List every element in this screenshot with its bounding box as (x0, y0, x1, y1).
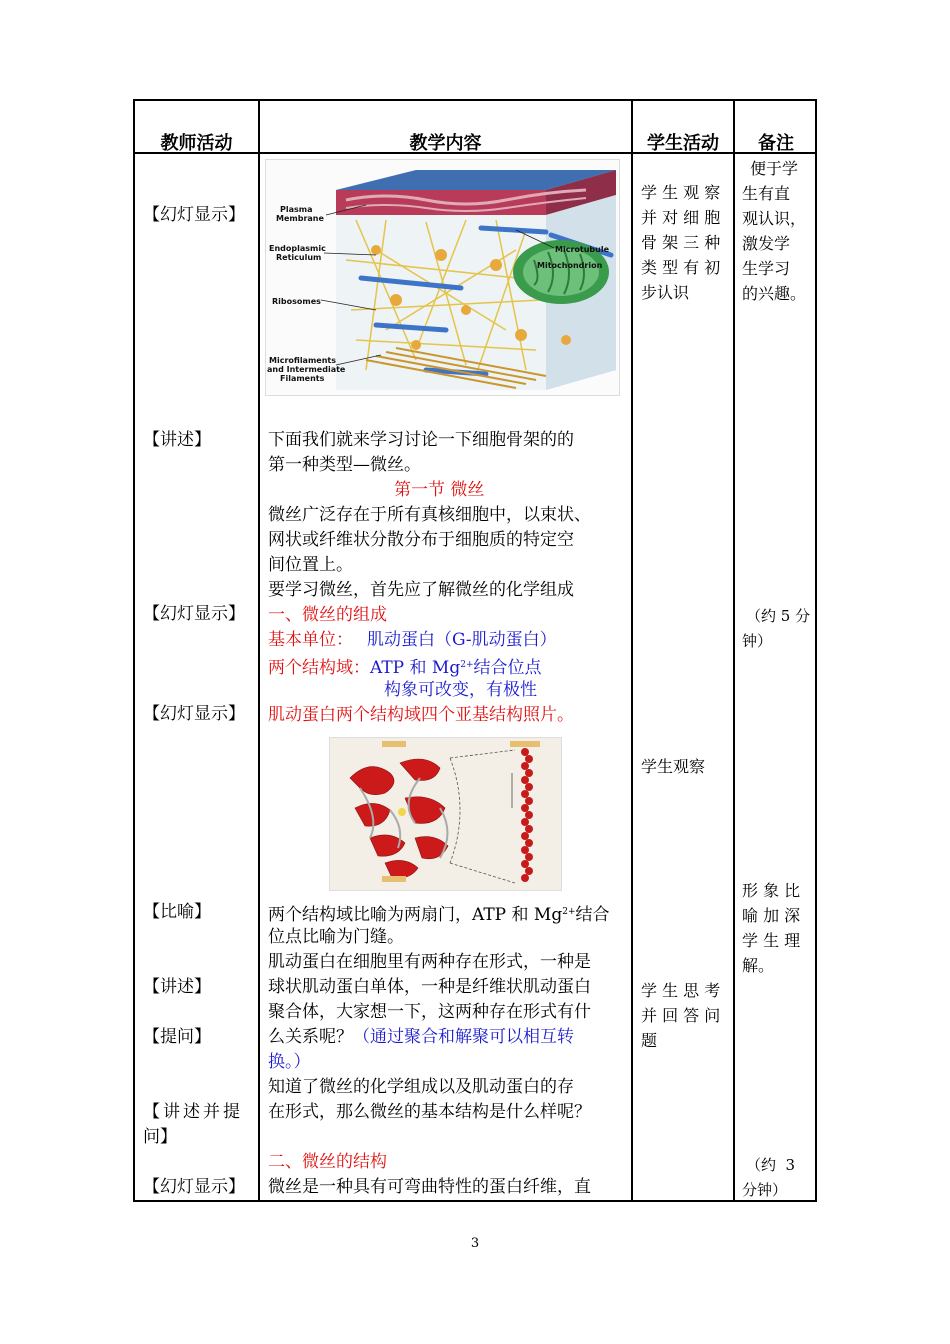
time-note: 钟） (742, 632, 773, 650)
svg-text:Ribosomes: Ribosomes (272, 297, 321, 306)
heading-structure: 二、微丝的结构 (268, 1152, 387, 1172)
time-note: （约 3 (746, 1156, 796, 1174)
student-think: 题 (641, 1031, 658, 1050)
header-teacher: 教师活动 (160, 133, 233, 154)
note-line: 激发学 (742, 234, 791, 253)
student-observe: 骨 架 三 种 (641, 233, 721, 252)
content-line: 微丝广泛存在于所有真核细胞中，以束状、 (268, 505, 591, 525)
content-line: 网状或纤维状分散分布于细胞质的特定空 (268, 530, 574, 550)
header-student: 学生活动 (647, 133, 719, 154)
basic-unit-value: 肌动蛋白（G-肌动蛋白） (367, 630, 557, 650)
metaphor-line: 位点比喻为门缝。 (268, 927, 404, 947)
answer-text: （通过聚合和解聚可以相互转 (353, 1027, 574, 1047)
svg-text:Mitochondrion: Mitochondrion (537, 261, 603, 270)
note-line: 喻 加 深 (742, 906, 801, 925)
note-line: 的兴趣。 (742, 284, 807, 303)
time-note: 分钟） (742, 1181, 788, 1199)
actin-structure-figure (329, 737, 562, 891)
col-divider (258, 101, 260, 1200)
basic-unit-line (268, 628, 557, 653)
svg-text:Endoplasmic: Endoplasmic (269, 244, 326, 253)
metaphor-line: 两个结构域比喻为两扇门，ATP 和 $Mg^{2+}$结合 (268, 905, 610, 925)
cytoskeleton-illustration (266, 160, 619, 395)
teacher-question: 【提问】 (143, 1027, 211, 1047)
teacher-slide: 【幻灯显示】 (143, 1177, 245, 1197)
student-think: 学 生 思 考 (641, 981, 721, 1000)
content-line: 第一种类型—微丝。 (268, 455, 421, 475)
col-divider (631, 101, 633, 1200)
col-divider (733, 101, 735, 1200)
page-number: 3 (470, 1236, 480, 1251)
svg-text:Reticulum: Reticulum (276, 253, 322, 262)
teacher-slide: 【幻灯显示】 (143, 205, 245, 225)
domain-label: 两个结构域： (268, 658, 370, 678)
note-line: 学 生 理 (742, 931, 801, 950)
note-line: 生有直 (742, 184, 791, 203)
student-think: 并 回 答 问 (641, 1006, 721, 1025)
note-line: 形 象 比 (742, 881, 801, 900)
time-note: （约 5 分 (746, 607, 811, 625)
svg-text:Microfilaments: Microfilaments (269, 356, 336, 365)
header-notes: 备注 (758, 133, 794, 154)
note-line: 生学习 (742, 259, 791, 278)
section-title: 第一节 微丝 (394, 480, 485, 500)
answer-text: 换。） (268, 1052, 311, 1072)
question-line: 么关系呢？（通过聚合和解聚可以相互转 (268, 1027, 574, 1047)
content-line: 微丝是一种具有可弯曲特性的蛋白纤维，直 (268, 1177, 591, 1197)
domain-line (268, 653, 542, 681)
cytoskeleton-figure (265, 159, 620, 396)
basic-unit-label: 基本单位： (268, 630, 353, 650)
content-line: 球状肌动蛋白单体，一种是纤维状肌动蛋白 (268, 977, 591, 997)
note-line: 解。 (742, 956, 775, 975)
content-line: 知道了微丝的化学组成以及肌动蛋白的存 (268, 1077, 574, 1097)
heading-composition: 一、微丝的组成 (268, 605, 387, 625)
content-line: 下面我们就来学习讨论一下细胞骨架的的 (268, 430, 574, 450)
teacher-slide: 【幻灯显示】 (143, 704, 245, 724)
svg-text:Filaments: Filaments (280, 374, 325, 383)
content-line: 聚合体，大家想一下，这两种存在形式有什 (268, 1002, 591, 1022)
svg-text:Microtubule: Microtubule (555, 245, 609, 254)
student-observe: 并 对 细 胞 (641, 208, 721, 227)
domain-value: ATP 和 $Mg^{2+}$结合位点 (370, 658, 542, 678)
domain-value-2: 构象可改变，有极性 (384, 680, 537, 700)
photo-caption: 肌动蛋白两个结构域四个亚基结构照片。 (268, 705, 574, 725)
svg-text:Plasma: Plasma (280, 205, 313, 214)
actin-structure-illustration (330, 738, 561, 890)
teacher-slide: 【幻灯显示】 (143, 604, 245, 624)
note-line: 观认识， (742, 209, 807, 228)
teacher-metaphor: 【比喻】 (143, 902, 211, 922)
teacher-narrate-question: 【讲述并提 (143, 1102, 243, 1122)
svg-text:Membrane: Membrane (276, 214, 324, 223)
content-line: 间位置上。 (268, 555, 353, 575)
svg-text:and Intermediate: and Intermediate (267, 365, 346, 374)
student-observe: 学 生 观 察 (641, 183, 721, 202)
teacher-narrate: 【讲述】 (143, 430, 211, 450)
content-line: 在形式，那么微丝的基本结构是什么样呢？ (268, 1102, 591, 1122)
student-observe: 类 型 有 初 (641, 258, 721, 277)
student-observe-2: 学生观察 (641, 757, 706, 776)
student-observe: 步认识 (641, 283, 690, 302)
teacher-narrate: 【讲述】 (143, 977, 211, 997)
teacher-narrate-question-cont: 问】 (143, 1127, 177, 1147)
content-line: 肌动蛋白在细胞里有两种存在形式，一种是 (268, 952, 591, 972)
content-line: 要学习微丝，首先应了解微丝的化学组成 (268, 580, 574, 600)
header-content: 教学内容 (409, 133, 482, 154)
note-line: 便于学 (750, 159, 799, 178)
